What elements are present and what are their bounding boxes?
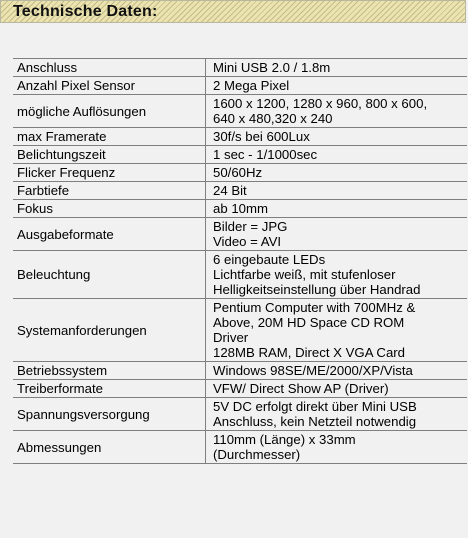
table-row (13, 362, 467, 380)
spec-value-line: 110mm (Länge) x 33mm (213, 432, 356, 447)
spec-value-line: Video = AVI (213, 234, 282, 249)
spec-value-line: VFW/ Direct Show AP (Driver) (213, 381, 389, 396)
table-row (13, 77, 467, 95)
spec-value-line: Driver (213, 330, 249, 345)
section-header (0, 0, 466, 23)
spec-label: Abmessungen (13, 431, 206, 464)
spec-table-body (13, 59, 467, 464)
spec-label: Belichtungszeit (13, 146, 206, 164)
table-row (13, 299, 467, 362)
table-row (13, 380, 467, 398)
spec-label: Systemanforderungen (13, 299, 206, 362)
spec-value (206, 251, 468, 299)
spec-value-line: Above, 20M HD Space CD ROM (213, 315, 405, 330)
spec-value (206, 128, 468, 146)
table-row (13, 164, 467, 182)
spec-value-line: Mini USB 2.0 / 1.8m (213, 60, 331, 75)
spec-value-line: Anschluss, kein Netzteil notwendig (213, 414, 417, 429)
spec-value-line: 5V DC erfolgt direkt über Mini USB (213, 399, 417, 414)
spec-label: mögliche Auflösungen (13, 95, 206, 128)
spec-label: Fokus (13, 200, 206, 218)
table-row (13, 251, 467, 299)
spec-value-line: 24 Bit (213, 183, 247, 198)
table-row (13, 200, 467, 218)
spec-value-line: Pentium Computer with 700MHz & (213, 300, 416, 315)
spec-value (206, 362, 468, 380)
spec-value-line: 30f/s bei 600Lux (213, 129, 310, 144)
spec-value (206, 431, 468, 464)
spec-label: Betriebssystem (13, 362, 206, 380)
spec-value-line: 640 x 480,320 x 240 (213, 111, 333, 126)
table-row (13, 218, 467, 251)
spec-value-line: 2 Mega Pixel (213, 78, 290, 93)
table-row (13, 146, 467, 164)
spec-label: Spannungsversorgung (13, 398, 206, 431)
spec-value (206, 164, 468, 182)
table-row (13, 431, 467, 464)
spec-value (206, 200, 468, 218)
spec-table (13, 58, 467, 464)
spec-value-line: 1600 x 1200, 1280 x 960, 800 x 600, (213, 96, 428, 111)
spec-value-line: 128MB RAM, Direct X VGA Card (213, 345, 406, 360)
spec-value (206, 398, 468, 431)
spec-value (206, 218, 468, 251)
table-row (13, 398, 467, 431)
spec-label: Beleuchtung (13, 251, 206, 299)
section-title: Technische Daten: (13, 3, 158, 20)
spec-label: Anschluss (13, 59, 206, 77)
spec-value (206, 59, 468, 77)
spec-label: max Framerate (13, 128, 206, 146)
spec-label: Anzahl Pixel Sensor (13, 77, 206, 95)
spec-value-line: Lichtfarbe weiß, mit stufenloser (213, 267, 396, 282)
spec-label: Flicker Frequenz (13, 164, 206, 182)
spec-value-line: 1 sec - 1/1000sec (213, 147, 318, 162)
spec-value (206, 95, 468, 128)
table-row (13, 95, 467, 128)
spec-value (206, 380, 468, 398)
spec-value-line: Bilder = JPG (213, 219, 288, 234)
table-row (13, 182, 467, 200)
spec-value-line: Windows 98SE/ME/2000/XP/Vista (213, 363, 413, 378)
spec-label: Treiberformate (13, 380, 206, 398)
spec-value-line: 6 eingebaute LEDs (213, 252, 326, 267)
spec-value-line: (Durchmesser) (213, 447, 301, 462)
spec-value (206, 299, 468, 362)
spec-label: Farbtiefe (13, 182, 206, 200)
spec-value (206, 182, 468, 200)
spec-value-line: 50/60Hz (213, 165, 263, 180)
spec-label: Ausgabeformate (13, 218, 206, 251)
spec-value-line: Helligkeitseinstellung über Handrad (213, 282, 421, 297)
table-row (13, 59, 467, 77)
spec-value-line: ab 10mm (213, 201, 268, 216)
table-row (13, 128, 467, 146)
spec-value (206, 146, 468, 164)
spec-value (206, 77, 468, 95)
